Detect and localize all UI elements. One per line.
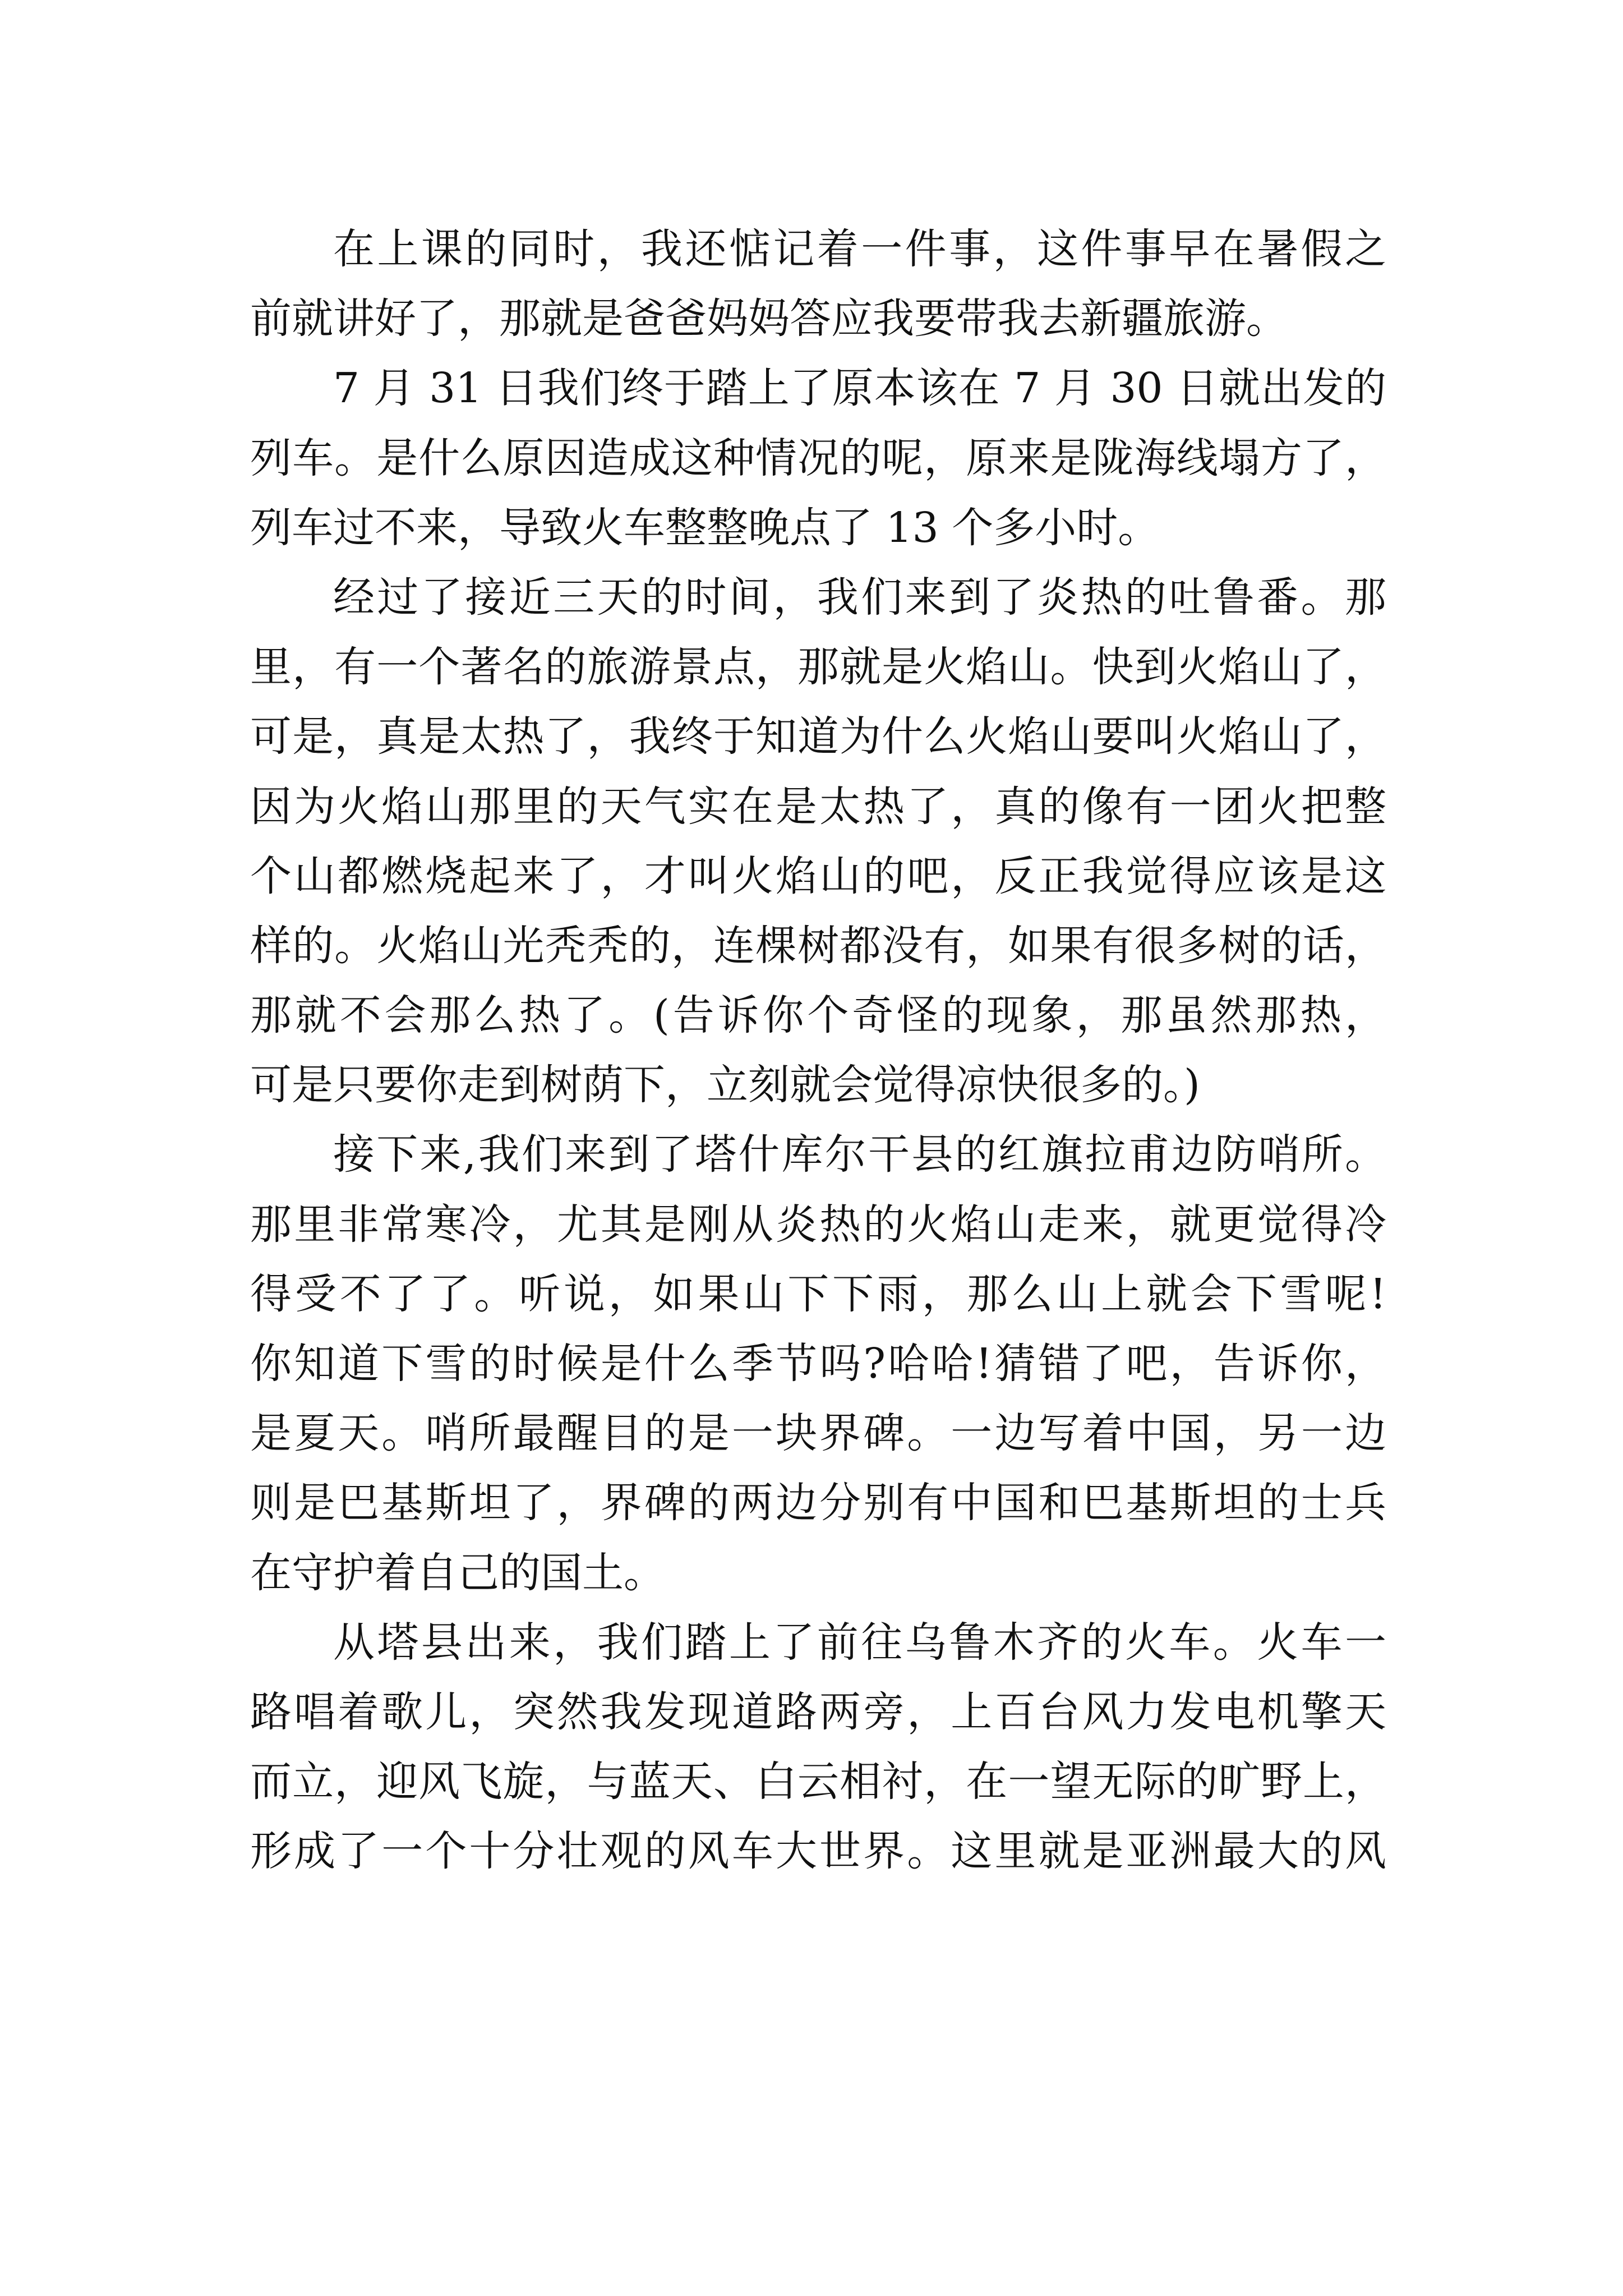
- paragraph-3-line-4: 因为火焰山那里的天气实在是太热了，真的像有一团火把整: [250, 782, 1386, 831]
- paragraph-2-line-2: 列车。是什么原因造成这种情况的呢，原来是陇海线塌方了，: [250, 434, 1386, 482]
- paragraph-1-line-2: 前就讲好了，那就是爸爸妈妈答应我要带我去新疆旅游。: [250, 295, 1288, 343]
- paragraph-5-line-1: 从塔县出来，我们踏上了前往乌鲁木齐的火车。火车一: [333, 1618, 1386, 1667]
- paragraph-4-line-7: 在守护着自己的国土。: [250, 1548, 665, 1597]
- paragraph-1-line-1: 在上课的同时，我还惦记着一件事，这件事早在暑假之: [333, 225, 1386, 273]
- paragraph-3-line-1: 经过了接近三天的时间，我们来到了炎热的吐鲁番。那: [333, 573, 1386, 622]
- paragraph-4-line-2: 那里非常寒冷，尤其是刚从炎热的火焰山走来，就更觉得冷: [250, 1200, 1386, 1249]
- paragraph-4-line-6: 则是巴基斯坦了，界碑的两边分别有中国和巴基斯坦的士兵: [250, 1479, 1386, 1527]
- paragraph-3-line-2: 里，有一个著名的旅游景点，那就是火焰山。快到火焰山了，: [250, 643, 1386, 692]
- paragraph-5-line-4: 形成了一个十分壮观的风车大世界。这里就是亚洲最大的风: [250, 1827, 1386, 1876]
- paragraph-3-line-8: 可是只要你走到树荫下，立刻就会觉得凉快很多的。): [250, 1061, 1200, 1110]
- paragraph-5-line-2: 路唱着歌儿，突然我发现道路两旁，上百台风力发电机擎天: [250, 1687, 1386, 1736]
- paragraph-3-line-7: 那就不会那么热了。(告诉你个奇怪的现象，那虽然那热，: [250, 991, 1386, 1040]
- paragraph-3-line-6: 样的。火焰山光秃秃的，连棵树都没有，如果有很多树的话，: [250, 921, 1386, 970]
- paragraph-3-line-3: 可是，真是太热了，我终于知道为什么火焰山要叫火焰山了，: [250, 712, 1386, 761]
- body-text: [250, 214, 1386, 1887]
- paragraph-2-line-3: 列车过不来，导致火车整整晚点了 13 个多小时。: [250, 503, 1160, 552]
- paragraph-4-line-5: 是夏天。哨所最醒目的是一块界碑。一边写着中国，另一边: [250, 1409, 1386, 1458]
- paragraph-5-line-3: 而立，迎风飞旋，与蓝天、白云相衬，在一望无际的旷野上，: [250, 1757, 1386, 1806]
- paragraph-2-line-1: 7 月 31 日我们终于踏上了原本该在 7 月 30 日就出发的: [333, 364, 1386, 413]
- paragraph-4-line-4: 你知道下雪的时候是什么季节吗?哈哈!猜错了吧，告诉你，: [250, 1340, 1386, 1388]
- paragraph-4-line-1: 接下来,我们来到了塔什库尔干县的红旗拉甫边防哨所。: [333, 1130, 1386, 1179]
- paragraph-3-line-5: 个山都燃烧起来了，才叫火焰山的吧，反正我觉得应该是这: [250, 852, 1386, 900]
- paragraph-4-line-3: 得受不了了。听说，如果山下下雨，那么山上就会下雪呢!: [250, 1269, 1386, 1318]
